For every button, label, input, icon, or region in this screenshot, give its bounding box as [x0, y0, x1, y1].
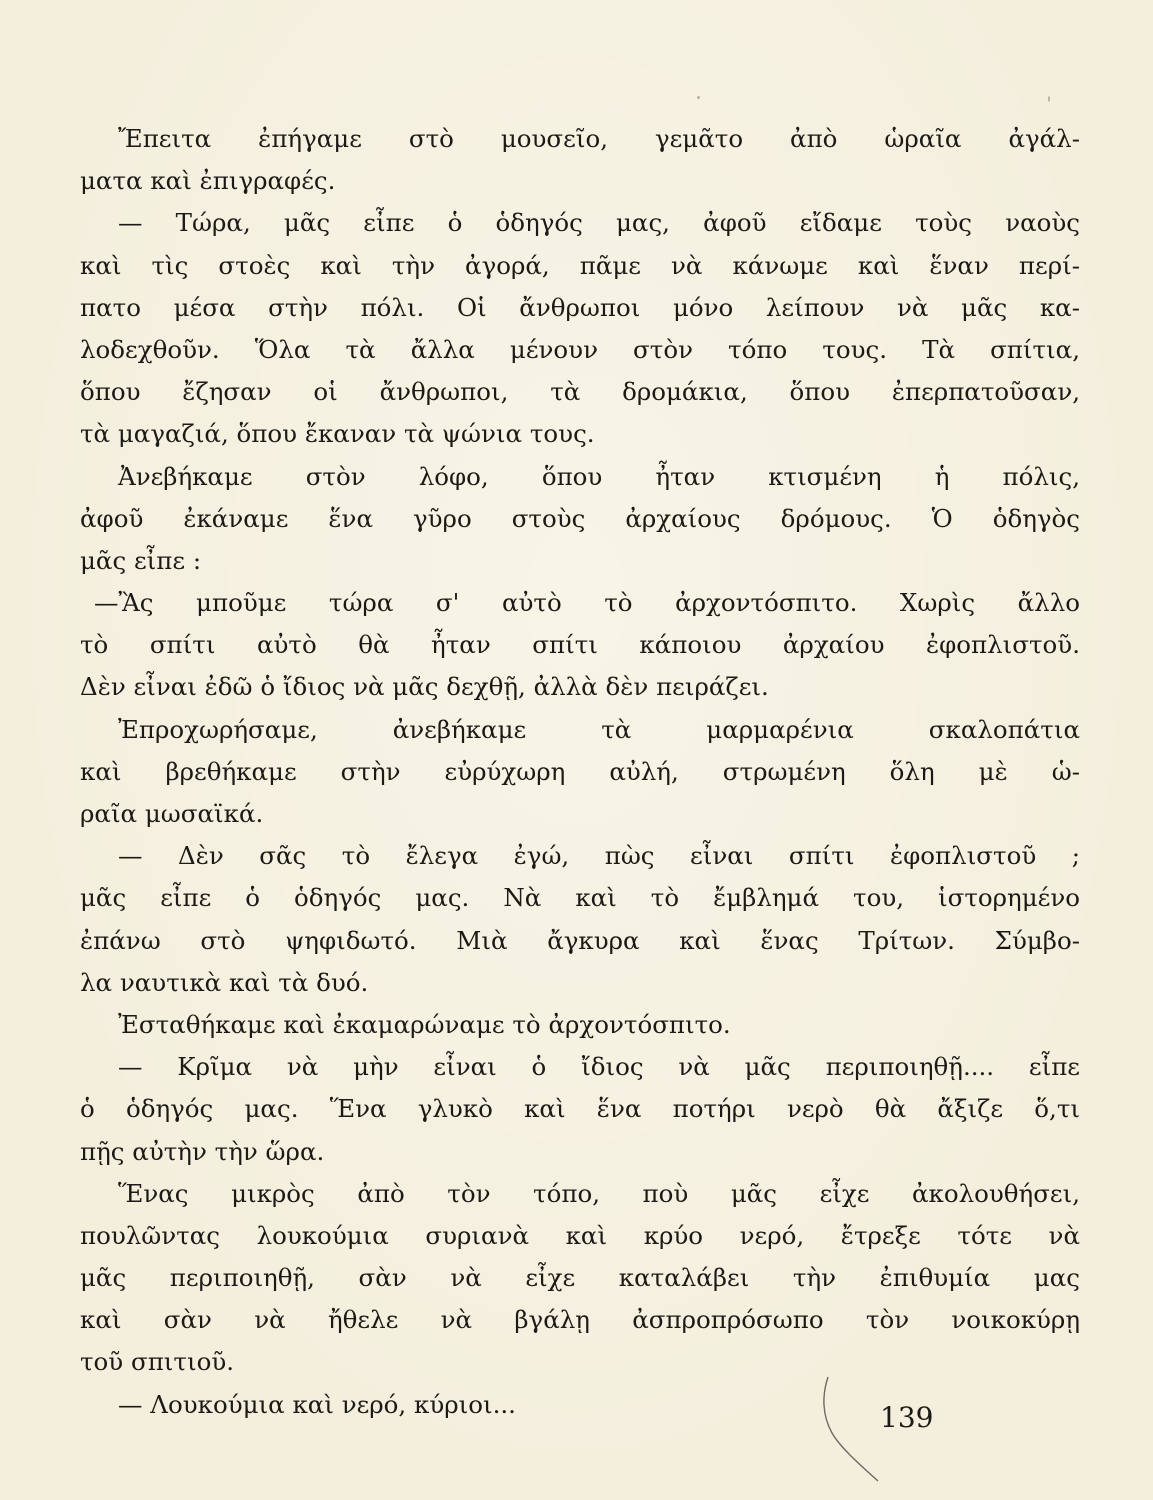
text-line: μᾶς περιποιηθῇ, σὰν νὰ εἶχε καταλάβει τὴν ἐπιθυμία μας	[80, 1263, 1080, 1293]
text-line: —Ἂς μποῦμε τώρα σ' αὐτὸ τὸ ἀρχοντόσπιτο. Χωρὶς ἄλλο	[94, 588, 1080, 618]
page-number: 139	[880, 1401, 934, 1434]
text-line: ὁ ὁδηγός μας. Ἕνα γλυκὸ καὶ ἕνα ποτήρι νερὸ θὰ ἄξιζε ὅ,τι	[80, 1094, 1080, 1124]
text-line: — Λουκούμια καὶ νερό, κύριοι...	[118, 1389, 516, 1419]
text-line: ἀφοῦ ἐκάναμε ἕνα γῦρο στοὺς ἀρχαίους δρόμους. Ὁ ὁδηγὸς	[80, 503, 1080, 533]
text-line: Δὲν εἶναι ἐδῶ ὁ ἴδιος νὰ μᾶς δεχθῇ, ἀλλὰ δὲν πειράζει.	[80, 672, 769, 702]
text-line: καὶ σὰν νὰ ἤθελε νὰ βγάλῃ ἀσπροπρόσωπο τὸν νοικοκύρῃ	[80, 1305, 1080, 1335]
text-line: ὅπου ἔζησαν οἱ ἄνθρωποι, τὰ δρομάκια, ὅπου ἐπερπατοῦσαν,	[80, 377, 1080, 407]
paper-speck	[697, 96, 700, 99]
text-line: πουλῶντας λουκούμια συριανὰ καὶ κρύο νερό, ἔτρεξε τότε νὰ	[80, 1220, 1080, 1250]
text-line: λοδεχθοῦν. Ὅλα τὰ ἄλλα μένουν στὸν τόπο τους. Τὰ σπίτια,	[80, 334, 1080, 364]
text-line: — Κρῖμα νὰ μὴν εἶναι ὁ ἴδιος νὰ μᾶς περιποιηθῇ.... εἶπε	[118, 1052, 1080, 1082]
text-line: ἐπάνω στὸ ψηφιδωτό. Μιὰ ἄγκυρα καὶ ἕνας Τρίτων. Σύμβο-	[80, 925, 1080, 955]
text-line: — Δὲν σᾶς τὸ ἔλεγα ἐγώ, πὼς εἶναι σπίτι ἐφοπλιστοῦ ;	[118, 841, 1080, 871]
text-line: τὸ σπίτι αὐτὸ θὰ ἦταν σπίτι κάποιου ἀρχαίου ἐφοπλιστοῦ.	[80, 630, 1080, 660]
text-line: πατο μέσα στὴν πόλι. Οἱ ἄνθρωποι μόνο λείπουν νὰ μᾶς κα-	[80, 292, 1080, 322]
text-line: λα ναυτικὰ καὶ τὰ δυό.	[80, 967, 369, 997]
body-text	[80, 118, 1080, 1426]
text-line: τοῦ σπιτιοῦ.	[80, 1347, 235, 1377]
text-line: Ἔπειτα ἐπήγαμε στὸ μουσεῖο, γεμᾶτο ἀπὸ ὡραῖα ἀγάλ-	[118, 124, 1080, 153]
text-line: μᾶς εἶπε :	[80, 545, 202, 575]
text-line: Ἕνας μικρὸς ἀπὸ τὸν τόπο, ποὺ μᾶς εἶχε ἀκολουθήσει,	[118, 1178, 1080, 1208]
text-line: πῇς αὐτὴν τὴν ὥρα.	[80, 1136, 325, 1166]
text-line: ραῖα μωσαϊκά.	[80, 799, 264, 828]
text-line: καὶ τὶς στοὲς καὶ τὴν ἀγορά, πᾶμε νὰ κάνωμε καὶ ἕναν περί-	[80, 250, 1080, 280]
text-line: ματα καὶ ἐπιγραφές.	[80, 166, 336, 196]
paper-speck	[1048, 96, 1050, 102]
text-line: καὶ βρεθήκαμε στὴν εὐρύχωρη αὐλή, στρωμένη ὅλη μὲ ὡ-	[80, 756, 1080, 786]
text-line: Ἐσταθήκαμε καὶ ἐκαμαρώναμε τὸ ἀρχοντόσπιτο.	[118, 1009, 731, 1039]
text-line: μᾶς εἶπε ὁ ὁδηγός μας. Νὰ καὶ τὸ ἔμβλημά του, ἱστορημένο	[80, 883, 1080, 913]
text-line: — Τώρα, μᾶς εἶπε ὁ ὁδηγός μας, ἀφοῦ εἴδαμε τοὺς ναοὺς	[118, 208, 1080, 238]
text-line: Ἀνεβήκαμε στὸν λόφο, ὅπου ἦταν κτισμένη ἡ πόλις,	[118, 461, 1080, 491]
text-line: Ἐπροχωρήσαμε, ἀνεβήκαμε τὰ μαρμαρένια σκαλοπάτια	[118, 714, 1080, 744]
text-line: τὰ μαγαζιά, ὅπου ἔκαναν τὰ ψώνια τους.	[80, 419, 595, 449]
